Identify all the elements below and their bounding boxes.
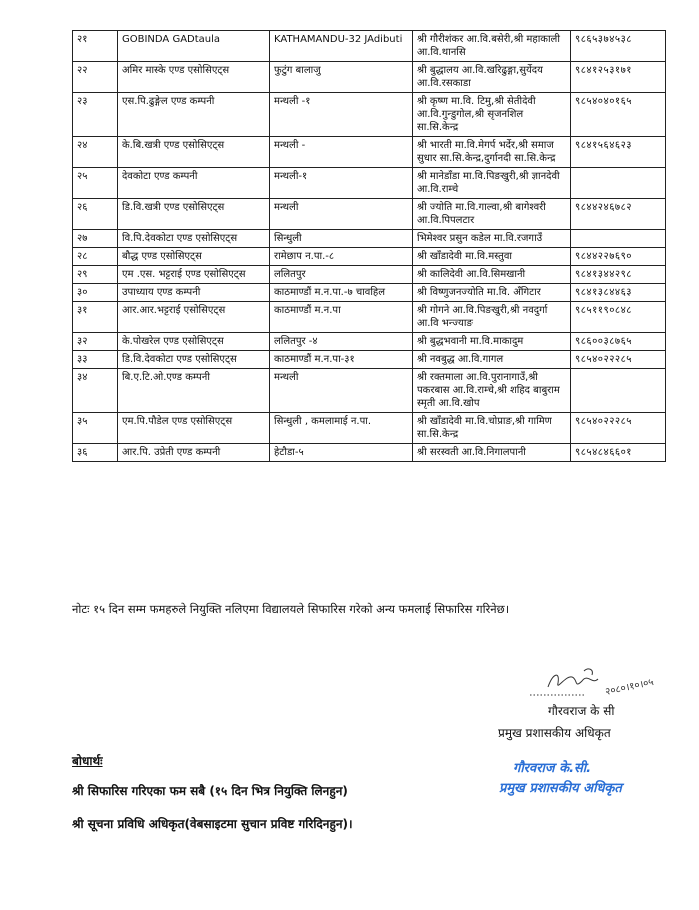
phone-number: ९८४१५६४६२३ bbox=[571, 137, 666, 168]
table-row bbox=[73, 248, 666, 266]
table-row bbox=[73, 31, 666, 62]
serial-number: २९ bbox=[73, 266, 118, 284]
serial-number: ३३ bbox=[73, 351, 118, 369]
table-row bbox=[73, 302, 666, 333]
cc-line-2: श्री सूचना प्रविधि अधिकृत(वेबसाइटमा सुचान प्रविष्ट गरिदिनहुन)। bbox=[72, 817, 353, 831]
phone-number: ९८४४२४६७८२ bbox=[571, 199, 666, 230]
serial-number: ३० bbox=[73, 284, 118, 302]
firm-recommendation-table bbox=[72, 30, 666, 462]
signature-date: २०८०।१०।०५ bbox=[604, 676, 655, 698]
firm-address: फुटुंग बालाजु bbox=[270, 62, 413, 93]
handwritten-signature bbox=[528, 665, 698, 705]
table-row bbox=[73, 230, 666, 248]
school-names: श्री गौरीशंकर आ.वि.बसेरी,श्री महाकाली आ.वि.थानसि bbox=[413, 31, 571, 62]
signatory-title: प्रमुख प्रशासकीय अधिकृत bbox=[498, 726, 611, 740]
firm-address: काठमाण्डौं म.न.पा.-७ चावहिल bbox=[270, 284, 413, 302]
firm-name: उपाध्याय एण्ड कम्पनी bbox=[118, 284, 270, 302]
table-row bbox=[73, 62, 666, 93]
phone-number: ९८४१२५३१७१ bbox=[571, 62, 666, 93]
firm-name: के.पोखरेल एण्ड एसोसिएट्स bbox=[118, 333, 270, 351]
firm-name: अमिर मास्के एण्ड एसोसिएट्स bbox=[118, 62, 270, 93]
table-row bbox=[73, 284, 666, 302]
serial-number: २५ bbox=[73, 168, 118, 199]
firm-name: वि.पि.देवकोटा एण्ड एसोसिएट्स bbox=[118, 230, 270, 248]
firm-address: हेटौडा-५ bbox=[270, 444, 413, 462]
school-names: श्री सरस्वती आ.वि.निगालपानी bbox=[413, 444, 571, 462]
serial-number: ३६ bbox=[73, 444, 118, 462]
phone-number bbox=[571, 369, 666, 413]
cc-heading: बोधार्थः bbox=[72, 754, 103, 768]
school-names: श्री बुद्धभवानी मा.वि.माकादुम bbox=[413, 333, 571, 351]
table-row bbox=[73, 369, 666, 413]
serial-number: २४ bbox=[73, 137, 118, 168]
school-names: श्री गोगने आ.वि.पिङखुरी,श्री नवदुर्गा आ.वि भन्ज्याङ bbox=[413, 302, 571, 333]
table-row bbox=[73, 168, 666, 199]
school-names: श्री कृष्ण मा.वि. टिमु,श्री सेतीदेवी आ.वि.गुन्डुगोल,श्री सृजनशिल सा.सि.केन्द्र bbox=[413, 93, 571, 137]
firm-address: मन्थली - bbox=[270, 137, 413, 168]
firm-name: के.बि.खत्री एण्ड एसोसिएट्स bbox=[118, 137, 270, 168]
phone-number: ९८५४०४०१६५ bbox=[571, 93, 666, 137]
school-names: श्री रक्तमाला आ.वि.पुरानागाउँ,श्री पकरबास आ.वि.राम्चे,श्री शहिद बाबुराम स्मृती आ.वि.खोप bbox=[413, 369, 571, 413]
firm-address: मन्थली bbox=[270, 369, 413, 413]
table-row bbox=[73, 199, 666, 230]
official-stamp bbox=[495, 754, 645, 800]
firm-address: सिन्धुली , कमलामाई न.पा. bbox=[270, 413, 413, 444]
firm-address: मन्थली bbox=[270, 199, 413, 230]
phone-number: ९८४४२२७६९० bbox=[571, 248, 666, 266]
table-row bbox=[73, 444, 666, 462]
firm-name: देवकोटा एण्ड कम्पनी bbox=[118, 168, 270, 199]
serial-number: २७ bbox=[73, 230, 118, 248]
school-names: श्री ज्योति मा.वि.गाल्वा,श्री बागेश्वरी आ.वि.पिपलटार bbox=[413, 199, 571, 230]
firm-address: काठमाण्डौं म.न.पा-३१ bbox=[270, 351, 413, 369]
school-names: श्री मानेडाँडा मा.वि.पिङखुरी,श्री ज्ञानदेवी आ.वि.राम्चे bbox=[413, 168, 571, 199]
school-names: श्री खाँडादेवी मा.वि.मस्तुवा bbox=[413, 248, 571, 266]
school-names: श्री बुद्धालय आ.वि.खरिढुङ्गा,सुर्येदय आ.वि.रसकाडा bbox=[413, 62, 571, 93]
serial-number: ३४ bbox=[73, 369, 118, 413]
firm-name: आर.पि. उप्रेती एण्ड कम्पनी bbox=[118, 444, 270, 462]
phone-number: ९८५४०२२२८५ bbox=[571, 351, 666, 369]
school-names: श्री भारती मा.वि.मेगर्प भर्देर,श्री समाज सुधार सा.सि.केन्द्र,दुर्गानदी सा.सि.केन्द्र bbox=[413, 137, 571, 168]
firm-name: एम .एस. भट्टराई एण्ड एसोसिएट्स bbox=[118, 266, 270, 284]
serial-number: २३ bbox=[73, 93, 118, 137]
cc-line-1: श्री सिफारिस गरिएका फम सबै (१५ दिन भित्र नियुक्ति लिनहुन) bbox=[72, 784, 348, 798]
school-names: भिमेश्वर प्रसुन कडेल मा.वि.रजगाउँ bbox=[413, 230, 571, 248]
phone-number: ९८५४८४६६०१ bbox=[571, 444, 666, 462]
serial-number: २१ bbox=[73, 31, 118, 62]
firm-address: मन्थली -१ bbox=[270, 93, 413, 137]
firm-name: डि.वि.खत्री एण्ड एसोसिएट्स bbox=[118, 199, 270, 230]
serial-number: ३२ bbox=[73, 333, 118, 351]
phone-number: ९८५११९०८४८ bbox=[571, 302, 666, 333]
serial-number: २८ bbox=[73, 248, 118, 266]
firm-name: बौद्ध एण्ड एसोसिएट्स bbox=[118, 248, 270, 266]
table-row bbox=[73, 413, 666, 444]
phone-number: ९८६५३७४५३८ bbox=[571, 31, 666, 62]
phone-number bbox=[571, 230, 666, 248]
school-names: श्री विष्णुजनज्योति मा.वि. अँगिटार bbox=[413, 284, 571, 302]
table-row bbox=[73, 266, 666, 284]
serial-number: २२ bbox=[73, 62, 118, 93]
firm-address: KATHAMANDU-32 JAdibuti bbox=[270, 31, 413, 62]
note-text: नोटः १५ दिन सम्म फमहरुले नियुक्ति नलिएमा विद्यालयले सिफारिस गरेको अन्य फमलाई सिफारिस गरिनेछ। bbox=[72, 602, 510, 616]
firm-name: GOBINDA GADtaula bbox=[118, 31, 270, 62]
school-names: श्री खाँडादेवी मा.वि.चोप्राङ,श्री गामिण सा.सि.केन्द्र bbox=[413, 413, 571, 444]
firm-name: बि.ए.टि.ओ.एण्ड कम्पनी bbox=[118, 369, 270, 413]
phone-number: ९८६००३८७६५ bbox=[571, 333, 666, 351]
stamp-title: प्रमुख प्रशासकीय अधिकृत bbox=[499, 781, 622, 796]
table-row bbox=[73, 351, 666, 369]
firm-name: एस.पि.ढुङ्गेल एण्ड कम्पनी bbox=[118, 93, 270, 137]
serial-number: २६ bbox=[73, 199, 118, 230]
phone-number bbox=[571, 168, 666, 199]
table-row bbox=[73, 137, 666, 168]
firm-address: ललितपुर bbox=[270, 266, 413, 284]
firm-address: सिन्धुली bbox=[270, 230, 413, 248]
school-names: श्री नवबुद्ध आ.वि.गागल bbox=[413, 351, 571, 369]
phone-number: ९८४१३८४४६३ bbox=[571, 284, 666, 302]
phone-number: ९८५४०२२२८५ bbox=[571, 413, 666, 444]
phone-number: ९८४१३४४२९८ bbox=[571, 266, 666, 284]
firm-address: ललितपुर -४ bbox=[270, 333, 413, 351]
firm-address: रामेछाप न.पा.-८ bbox=[270, 248, 413, 266]
stamp-name: गौरवराज के.सी. bbox=[513, 761, 592, 776]
school-names: श्री कालिदेवी आ.वि.सिमखानी bbox=[413, 266, 571, 284]
firm-address: मन्थली-१ bbox=[270, 168, 413, 199]
table-row bbox=[73, 333, 666, 351]
table-row bbox=[73, 93, 666, 137]
firm-address: काठमाण्डौं म.न.पा bbox=[270, 302, 413, 333]
firm-name: डि.वि.देवकोटा एण्ड एसोसिएट्स bbox=[118, 351, 270, 369]
firm-name: एम.पि.पौडेल एण्ड एसोसिएट्स bbox=[118, 413, 270, 444]
firm-name: आर.आर.भट्टराई एसोसिएट्स bbox=[118, 302, 270, 333]
signatory-name: गौरवराज के सी bbox=[548, 704, 615, 718]
serial-number: ३५ bbox=[73, 413, 118, 444]
serial-number: ३१ bbox=[73, 302, 118, 333]
